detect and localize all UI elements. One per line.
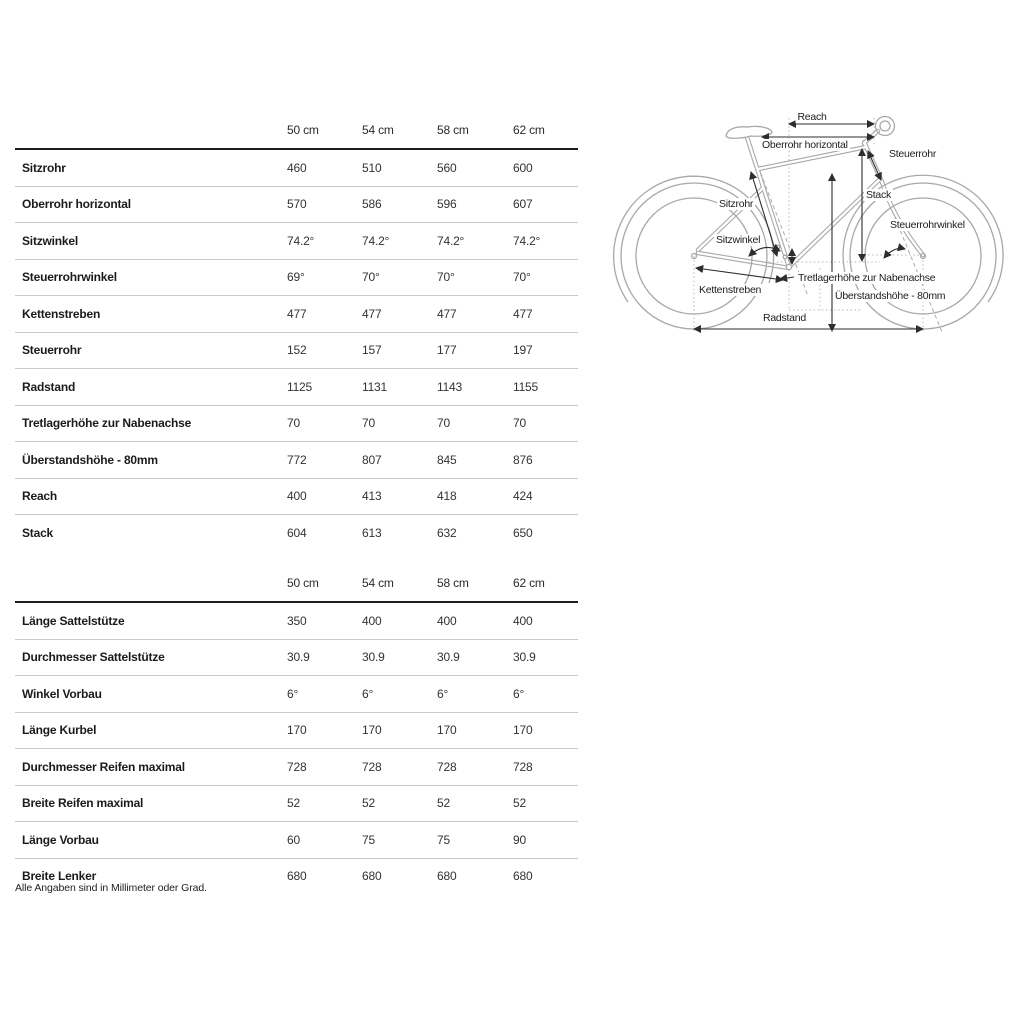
row-value: 477 <box>287 306 307 321</box>
row-value: 477 <box>362 306 382 321</box>
row-value: 74.2° <box>287 233 315 248</box>
row-value: 90 <box>513 832 526 847</box>
row-value: 680 <box>362 869 382 884</box>
row-value: 30.9 <box>437 650 460 665</box>
row-value: 418 <box>437 489 457 504</box>
row-label: Winkel Vorbau <box>22 686 102 701</box>
row-value: 152 <box>287 343 307 358</box>
row-label: Sitzwinkel <box>22 233 79 248</box>
row-label: Reach <box>22 489 58 504</box>
row-value: 1131 <box>362 379 388 394</box>
row-value: 613 <box>362 525 382 540</box>
table-row <box>15 676 578 713</box>
row-value: 70 <box>513 416 526 431</box>
row-value: 1155 <box>513 379 539 394</box>
row-value: 70° <box>362 270 380 285</box>
row-label: Breite Lenker <box>22 869 97 884</box>
table-row <box>15 223 578 260</box>
table-row <box>15 369 578 406</box>
row-value: 70 <box>362 416 375 431</box>
row-value: 477 <box>513 306 533 321</box>
row-value: 570 <box>287 197 307 212</box>
row-value: 845 <box>437 452 457 467</box>
row-value: 728 <box>287 759 307 774</box>
size-column-header: 62 cm <box>513 123 545 137</box>
row-label: Steuerrohrwinkel <box>22 270 117 285</box>
row-value: 510 <box>362 160 382 175</box>
row-value: 560 <box>437 160 457 175</box>
steuerrohr-dimension <box>868 151 881 180</box>
bike-geometry-diagram <box>612 98 1012 343</box>
row-value: 350 <box>287 613 307 628</box>
size-column-header: 58 cm <box>437 576 469 590</box>
size-column-header: 50 cm <box>287 576 319 590</box>
row-value: 70 <box>437 416 450 431</box>
table-row <box>15 333 578 370</box>
row-value: 69° <box>287 270 305 285</box>
row-value: 157 <box>362 343 382 358</box>
row-value: 52 <box>513 796 526 811</box>
diagram-label-oberrohr: Oberrohr horizontal <box>762 139 848 151</box>
table-row <box>15 603 578 640</box>
table-row <box>15 749 578 786</box>
row-value: 413 <box>362 489 382 504</box>
size-column-header: 54 cm <box>362 576 394 590</box>
row-value: 74.2° <box>437 233 465 248</box>
row-value: 1125 <box>287 379 313 394</box>
row-value: 728 <box>362 759 382 774</box>
row-value: 70° <box>437 270 455 285</box>
table-row <box>15 822 578 859</box>
row-value: 74.2° <box>362 233 390 248</box>
row-value: 600 <box>513 160 533 175</box>
row-value: 70 <box>287 416 300 431</box>
table-row <box>15 515 578 551</box>
row-label: Überstandshöhe - 80mm <box>22 452 158 467</box>
row-value: 400 <box>513 613 533 628</box>
row-value: 424 <box>513 489 533 504</box>
row-value: 596 <box>437 197 457 212</box>
kettenstreben-dimension <box>696 268 783 280</box>
units-footnote: Alle Angaben sind in Millimeter oder Grad. <box>15 882 207 894</box>
row-value: 400 <box>287 489 307 504</box>
row-value: 680 <box>437 869 457 884</box>
row-value: 52 <box>437 796 450 811</box>
diagram-label-ueberstandshoehe: Überstandshöhe - 80mm <box>835 290 946 302</box>
diagram-label-sitzwinkel: Sitzwinkel <box>716 234 761 246</box>
frame-bolt <box>783 255 787 259</box>
row-label: Sitzrohr <box>22 160 66 175</box>
table-row <box>15 713 578 750</box>
row-label: Länge Vorbau <box>22 832 99 847</box>
handlebar-drop-inner <box>880 121 890 131</box>
size-column-header: 62 cm <box>513 576 545 590</box>
row-value: 632 <box>437 525 457 540</box>
row-value: 650 <box>513 525 533 540</box>
row-value: 30.9 <box>513 650 536 665</box>
diagram-label-sitzrohr: Sitzrohr <box>719 198 754 210</box>
row-value: 728 <box>437 759 457 774</box>
diagram-label-stack: Stack <box>866 189 892 201</box>
diagram-label-steuerrohrwinkel: Steuerrohrwinkel <box>890 219 965 231</box>
table-row <box>15 150 578 187</box>
row-label: Radstand <box>22 379 76 394</box>
row-value: 400 <box>362 613 382 628</box>
row-label: Durchmesser Reifen maximal <box>22 759 185 774</box>
row-value: 170 <box>287 723 307 738</box>
row-label: Breite Reifen maximal <box>22 796 144 811</box>
row-value: 400 <box>437 613 457 628</box>
table-row <box>15 786 578 823</box>
table-row <box>15 260 578 297</box>
row-value: 807 <box>362 452 382 467</box>
frame-bolt <box>776 245 780 249</box>
row-value: 6° <box>513 686 525 701</box>
row-value: 1143 <box>437 379 463 394</box>
row-label: Länge Kurbel <box>22 723 97 738</box>
row-label: Kettenstreben <box>22 306 101 321</box>
diagram-label-reach: Reach <box>797 111 827 123</box>
row-value: 728 <box>513 759 533 774</box>
table-row <box>15 479 578 516</box>
row-label: Stack <box>22 525 54 540</box>
row-value: 60 <box>287 832 300 847</box>
steuerrohrwinkel-arc <box>884 248 905 258</box>
size-header-row <box>15 565 578 603</box>
row-value: 75 <box>437 832 450 847</box>
diagram-label-radstand: Radstand <box>763 312 806 324</box>
table-row <box>15 406 578 443</box>
row-value: 604 <box>287 525 307 540</box>
row-value: 52 <box>362 796 375 811</box>
table-row <box>15 640 578 677</box>
geometry-table <box>15 112 578 894</box>
row-value: 6° <box>362 686 374 701</box>
row-value: 477 <box>437 306 457 321</box>
row-label: Länge Sattelstütze <box>22 613 125 628</box>
table-row <box>15 187 578 224</box>
row-value: 30.9 <box>287 650 310 665</box>
row-value: 6° <box>437 686 449 701</box>
row-value: 772 <box>287 452 307 467</box>
row-value: 460 <box>287 160 307 175</box>
row-value: 30.9 <box>362 650 385 665</box>
diagram-label-tretlagerhoehe: Tretlagerhöhe zur Nabenachse <box>798 272 936 284</box>
table-row <box>15 442 578 479</box>
row-value: 6° <box>287 686 299 701</box>
row-value: 586 <box>362 197 382 212</box>
row-value: 70° <box>513 270 531 285</box>
row-value: 680 <box>513 869 533 884</box>
size-header-row <box>15 112 578 150</box>
bottom-bracket <box>786 264 791 269</box>
handlebar-drop <box>876 117 895 136</box>
size-column-header: 58 cm <box>437 123 469 137</box>
row-value: 170 <box>437 723 457 738</box>
row-value: 170 <box>362 723 382 738</box>
row-value: 74.2° <box>513 233 541 248</box>
row-label: Durchmesser Sattelstütze <box>22 650 165 665</box>
row-value: 680 <box>287 869 307 884</box>
size-column-header: 50 cm <box>287 123 319 137</box>
row-value: 170 <box>513 723 533 738</box>
row-value: 876 <box>513 452 533 467</box>
row-label: Steuerrohr <box>22 343 82 358</box>
row-value: 52 <box>287 796 300 811</box>
row-value: 607 <box>513 197 533 212</box>
size-column-header: 54 cm <box>362 123 394 137</box>
row-value: 197 <box>513 343 533 358</box>
diagram-label-kettenstreben: Kettenstreben <box>699 284 762 296</box>
row-label: Tretlagerhöhe zur Nabenachse <box>22 416 192 431</box>
tretlager-leader <box>780 277 794 279</box>
table-row <box>15 296 578 333</box>
row-label: Oberrohr horizontal <box>22 197 131 212</box>
row-value: 177 <box>437 343 457 358</box>
diagram-label-steuerrohr: Steuerrohr <box>889 148 937 160</box>
row-value: 75 <box>362 832 375 847</box>
